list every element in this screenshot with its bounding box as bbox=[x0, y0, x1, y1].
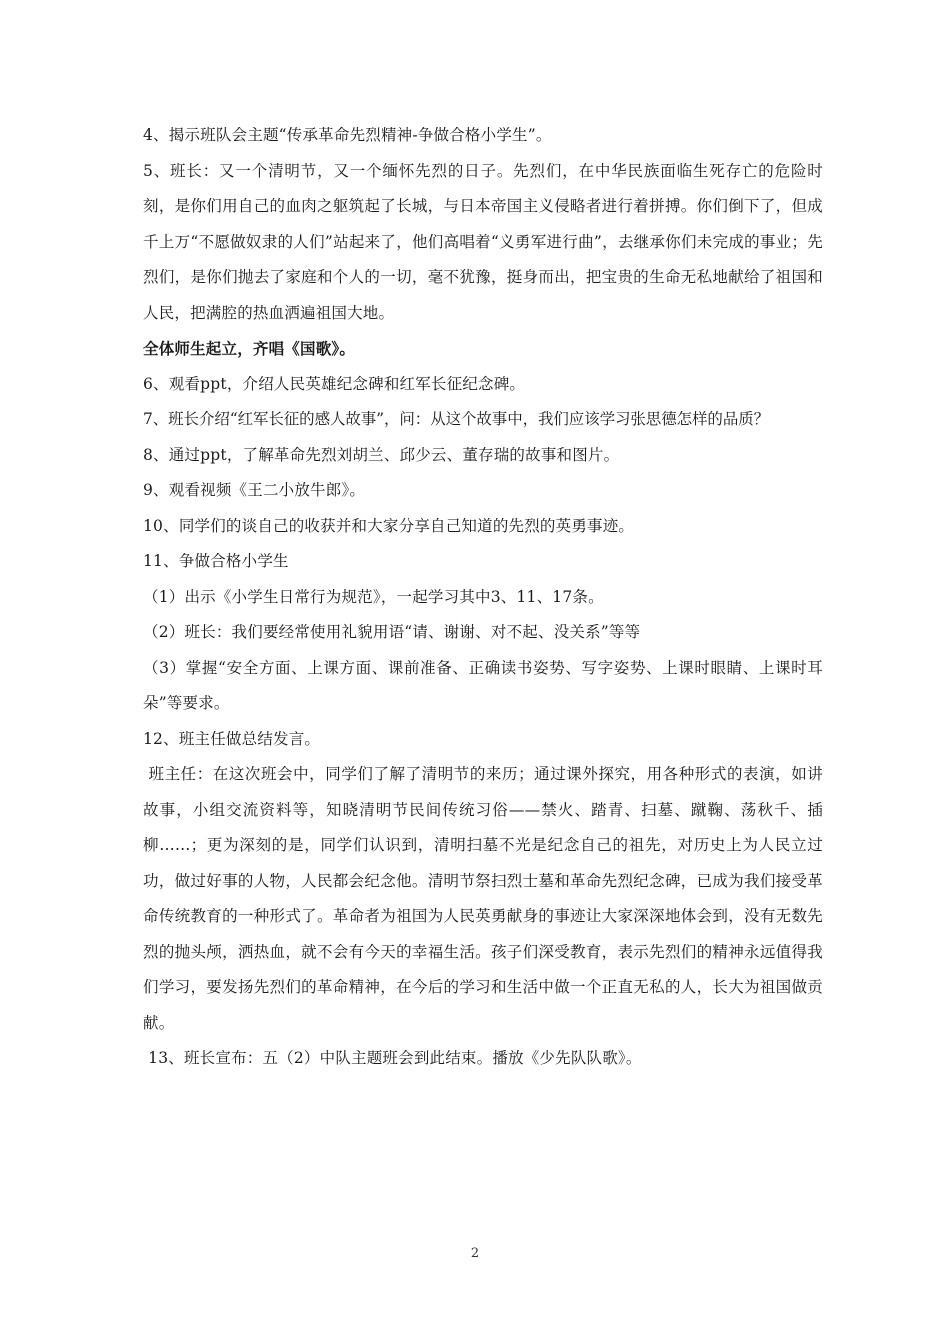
paragraph-item-9: 9、观看视频《王二小放牛郎》。 bbox=[143, 481, 366, 499]
paragraph-item-7: 7、班长介绍“红军长征的感人故事”，问：从这个故事中，我们应该学习张思德怎样的品质？ bbox=[143, 410, 770, 428]
paragraph-item-11-1: （1）出示《小学生日常行为规范》，一起学习其中3、11、17条。 bbox=[143, 587, 604, 606]
paragraph-teacher-summary: 班主任：在这次班会中，同学们了解了清明节的来历；通过课外探究，用各种形式的表演，如讲故事，小组交流资料等，知晓清明节民间传统习俗——禁火、踏青、扫墓、蹴鞠、荡秋千、插柳……；更为深刻的是，同学们认识到，清明扫墓不光是纪念自己的祖先，对历史上为人民立过功，做过好事的人物，人民都会纪念他。清明节祭扫烈士墓和革命先烈纪念碑，已成为我们接受革命传统教育的一种形式了。革命者为祖国为人民英勇献身的事迹让大家深深地体会到，没有无数先烈的抛头颅，洒热血，就不会有今天的幸福生活。孩子们深受教育，表示先烈们的精神永远值得我们学习，要发扬先烈们的革命精神，在今后的学习和生活中做一个正直无私的人，长大为祖国做贡献。 bbox=[143, 765, 823, 1032]
paragraph-item-11-2: （2）班长：我们要经常使用礼貌用语“请、谢谢、对不起、没关系”等等 bbox=[143, 623, 641, 641]
paragraph-item-10: 10、同学们的谈自己的收获并和大家分享自己知道的先烈的英勇事迹。 bbox=[143, 516, 635, 535]
paragraph-anthem: 全体师生起立，齐唱《国歌》。 bbox=[143, 339, 356, 358]
page-number: 2 bbox=[470, 1246, 480, 1261]
paragraph-item-11-3: （3）掌握“安全方面、上课方面、课前准备、正确读书姿势、写字姿势、上课时眼睛、上课时耳朵”等要求。 bbox=[143, 658, 823, 712]
paragraph-item-8: 8、通过ppt，了解革命先烈刘胡兰、邱少云、董存瑞的故事和图片。 bbox=[143, 445, 620, 464]
paragraph-item-13: 13、班长宣布：五（2）中队主题班会到此结束。播放《少先队队歌》。 bbox=[143, 1049, 642, 1067]
paragraph-item-4: 4、揭示班队会主题“传承革命先烈精神-争做合格小学生”。 bbox=[143, 126, 552, 144]
paragraph-item-11: 11、争做合格小学生 bbox=[143, 552, 289, 570]
paragraph-item-5: 5、班长：又一个清明节，又一个缅怀先烈的日子。先烈们，在中华民族面临生死存亡的危险时刻，是你们用自己的血肉之躯筑起了长城，与日本帝国主义侵略者进行着拼搏。你们倒下了，但成千上万“不愿做奴隶的人们”站起来了，他们高唱着“义勇军进行曲”，去继承你们未完成的事业；先烈们，是你们抛去了家庭和个人的一切，毫不犹豫，挺身而出，把宝贵的生命无私地献给了祖国和人民，把满腔的热血洒遍祖国大地。 bbox=[143, 161, 823, 322]
document-body bbox=[143, 118, 823, 1077]
paragraph-item-6: 6、观看ppt，介绍人民英雄纪念碑和红军长征纪念碑。 bbox=[143, 374, 526, 393]
paragraph-item-12: 12、班主任做总结发言。 bbox=[143, 729, 321, 748]
